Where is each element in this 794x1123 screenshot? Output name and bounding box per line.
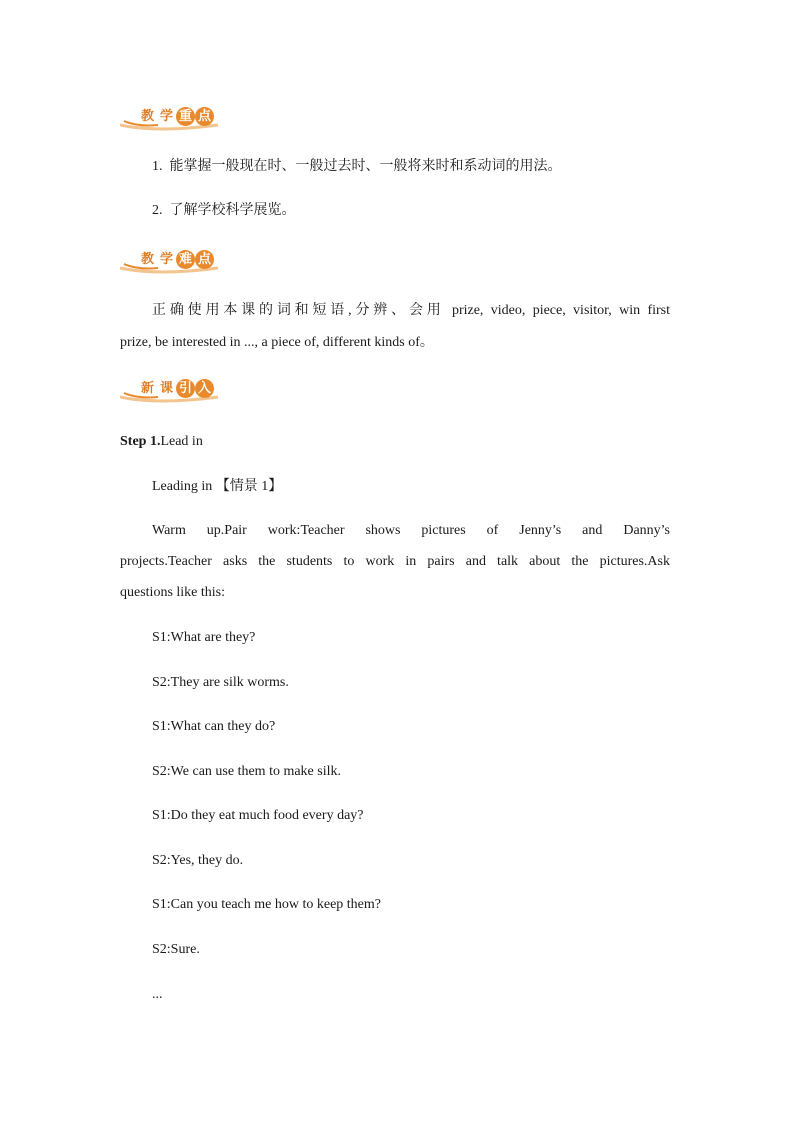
focus-item-number: 2. [152,203,163,218]
warmup-line-1: Warm up.Pair work:Teacher shows pictures of Jenny’s and Danny’s [152,523,670,538]
heading-char: 教 [140,252,154,267]
dialogue-line: S2:We can use them to make silk. [152,764,341,779]
focus-item-number: 1. [152,159,163,174]
warmup-line-3: questions like this: [120,585,225,600]
difficulty-text-line-1: 正确使用本课的词和短语,分辨、会用 prize, video, piece, visitor, win first [152,303,670,318]
heading-char: 学 [159,109,173,124]
dialogue-line: S2:Yes, they do. [152,853,244,868]
focus-item-text: 能掌握一般现在时、一般过去时、一般将来时和系动词的用法。 [169,159,562,174]
dialogue-line: S1:What can they do? [152,719,276,734]
dialogue-line: S2:They are silk worms. [152,675,289,690]
warmup-line-2: projects.Teacher asks the students to work in pairs and talk about the pictures.Ask [120,554,670,569]
dialogue-line: S2:Sure. [152,942,200,957]
heading-char: 教 [140,109,154,124]
focus-item [152,157,562,177]
dialogue-line: S1:What are they? [152,630,256,645]
leading-in-line: Leading in 【情景 1】 [152,479,283,494]
focus-item [152,201,296,221]
dialogue-line: S1:Can you teach me how to keep them? [152,897,381,912]
difficulty-text-line-2: prize, be interested in ..., a piece of, different kinds of。 [120,335,434,350]
section-heading-focus [118,103,228,133]
heading-char: 难 [176,250,195,269]
heading-char: 课 [159,381,173,396]
step-label: Step 1. [120,434,161,449]
heading-char: 入 [195,379,214,398]
heading-char: 重 [176,107,195,126]
dialogue-line: ... [152,987,163,1002]
dialogue-line: S1:Do they eat much food every day? [152,808,364,823]
section-heading-difficulty [118,246,228,276]
focus-item-text: 了解学校科学展览。 [169,203,296,218]
step-title: Lead in [160,434,203,449]
heading-char: 点 [195,250,214,269]
heading-char: 引 [176,379,195,398]
heading-char: 点 [195,107,214,126]
step-heading [120,432,203,452]
heading-char: 学 [159,252,173,267]
section-heading-intro [118,375,228,405]
heading-char: 新 [140,381,154,396]
